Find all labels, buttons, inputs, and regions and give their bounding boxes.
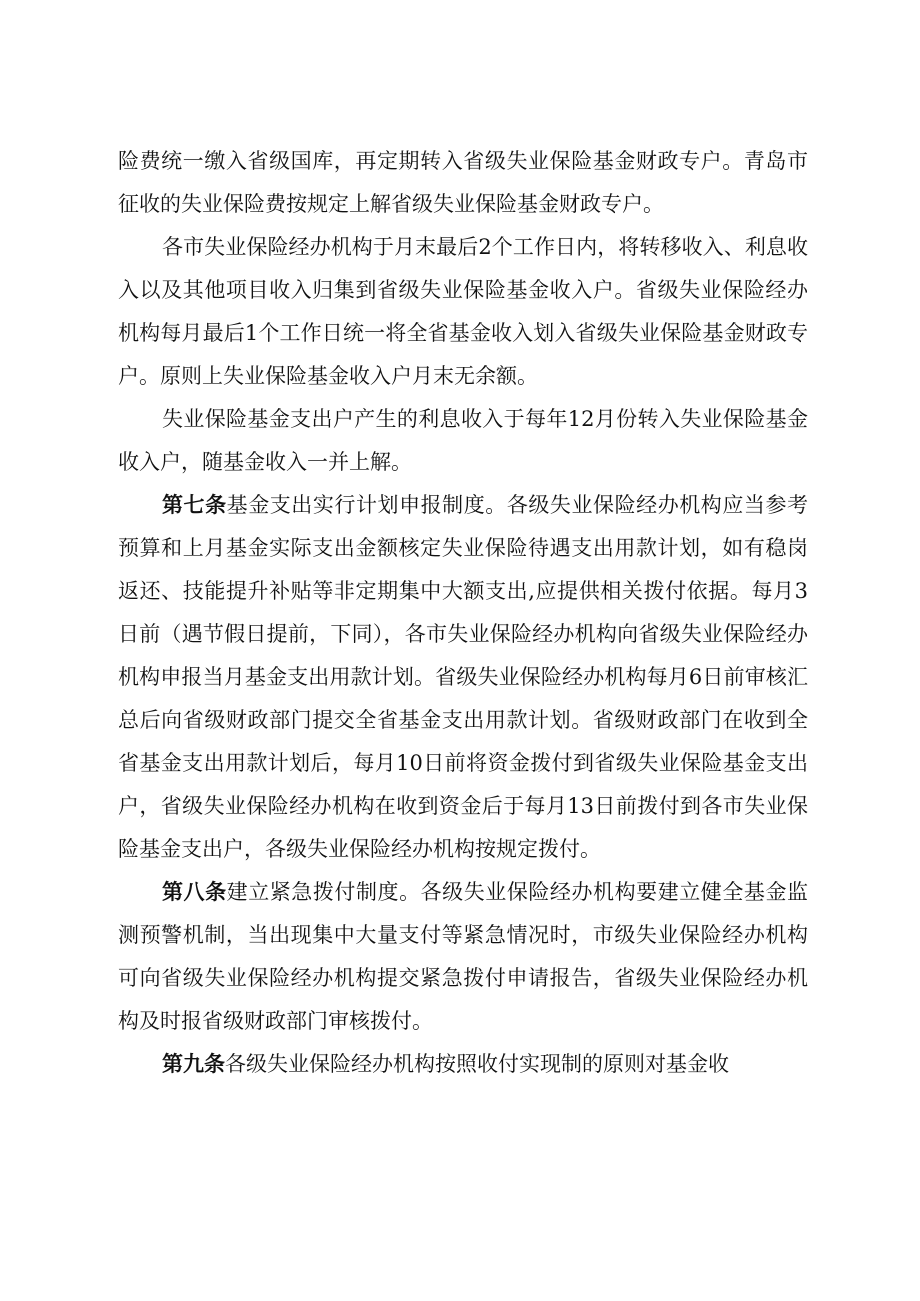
- article-8: [118, 871, 808, 1043]
- article-7: [118, 484, 808, 871]
- paragraph-text: 各市失业保险经办机构于月末最后2个工作日内，将转移收入、利息收入以及其他项目收入归集到省级失业保险基金收入户。省级失业保险经办机构每月最后1个工作日统一将全省基金收入划入省级失业保险基金财政专户。原则上失业保险基金收入户月末无余额。: [118, 235, 808, 388]
- article-9: [118, 1043, 808, 1086]
- article-label: 第九条: [162, 1052, 225, 1076]
- paragraph-income-collection: [118, 226, 808, 398]
- paragraph-interest-income: [118, 398, 808, 484]
- paragraph-text: 建立紧急拨付制度。各级失业保险经办机构要建立健全基金监测预警机制，当出现集中大量支付等紧急情况时，市级失业保险经办机构可向省级失业保险经办机构提交紧急拨付申请报告，省级失业保险经办机构及时报省级财政部门审核拨付。: [118, 880, 808, 1033]
- paragraph-text: 失业保险基金支出户产生的利息收入于每年12月份转入失业保险基金收入户，随基金收入一并上解。: [118, 407, 808, 474]
- paragraph-text: 基金支出实行计划申报制度。各级失业保险经办机构应当参考预算和上月基金实际支出金额核定失业保险待遇支出用款计划，如有稳岗返还、技能提升补贴等非定期集中大额支出,应提供相关拨付依据。每月3日前（遇节假日提前，下同），各市失业保险经办机构向省级失业保险经办机构申报当月基金支出用款计划。省级失业保险经办机构每月6日前审核汇总后向省级财政部门提交全省基金支出用款计划。省级财政部门在收到全省基金支出用款计划后，每月10日前将资金拨付到省级失业保险基金支出户，省级失业保险经办机构在收到资金后于每月13日前拨付到各市失业保险基金支出户，各级失业保险经办机构按规定拨付。: [118, 493, 808, 861]
- paragraph-continuation: [118, 140, 808, 226]
- paragraph-text: 险费统一缴入省级国库，再定期转入省级失业保险基金财政专户。青岛市征收的失业保险费按规定上解省级失业保险基金财政专户。: [118, 149, 808, 216]
- article-label: 第七条: [162, 493, 227, 517]
- article-label: 第八条: [162, 880, 227, 904]
- document-body: [118, 140, 808, 1086]
- paragraph-text: 各级失业保险经办机构按照收付实现制的原则对基金收: [225, 1052, 729, 1076]
